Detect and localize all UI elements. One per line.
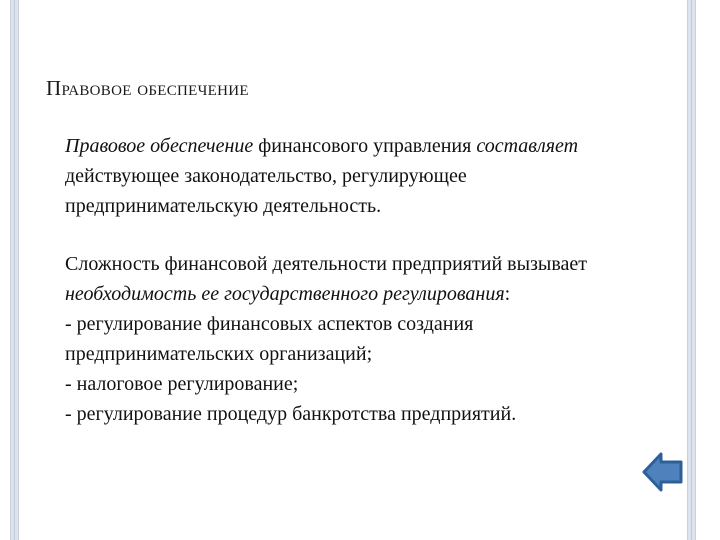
paragraph-1-line-3: предпринимательскую деятельность.: [65, 195, 382, 217]
list-item: - налоговое регулирование;: [65, 373, 299, 395]
paragraph-1-line-2: действующее законодательство, регулирующее: [65, 165, 467, 187]
paragraph-legal-support: [65, 131, 695, 221]
list-item: - регулирование финансовых аспектов создания: [65, 313, 474, 335]
slide-frame-left: [10, 0, 19, 540]
paragraph-2-line-2: [65, 279, 695, 309]
paragraph-1-text: финансового управления: [253, 135, 477, 157]
paragraph-2-line-1: Сложность финансовой деятельности предприятий вызывает: [65, 253, 588, 275]
paragraph-complexity: [65, 249, 695, 429]
list-item: предпринимательских организаций;: [65, 343, 373, 365]
paragraph-1-line-1: [65, 131, 695, 161]
slide-title: Правовое обеспечение: [46, 76, 249, 100]
list-item: - регулирование процедур банкротства предприятий.: [65, 403, 517, 425]
paragraph-2-italic: необходимость ее государственного регулирования: [65, 283, 505, 305]
paragraph-2-colon: :: [504, 283, 511, 305]
term-legal-support: Правовое обеспечение: [65, 135, 254, 157]
paragraph-1-verb: составляет: [476, 135, 579, 157]
slide-body: [65, 131, 695, 429]
back-arrow-icon: [641, 449, 687, 495]
back-button[interactable]: [641, 449, 687, 495]
